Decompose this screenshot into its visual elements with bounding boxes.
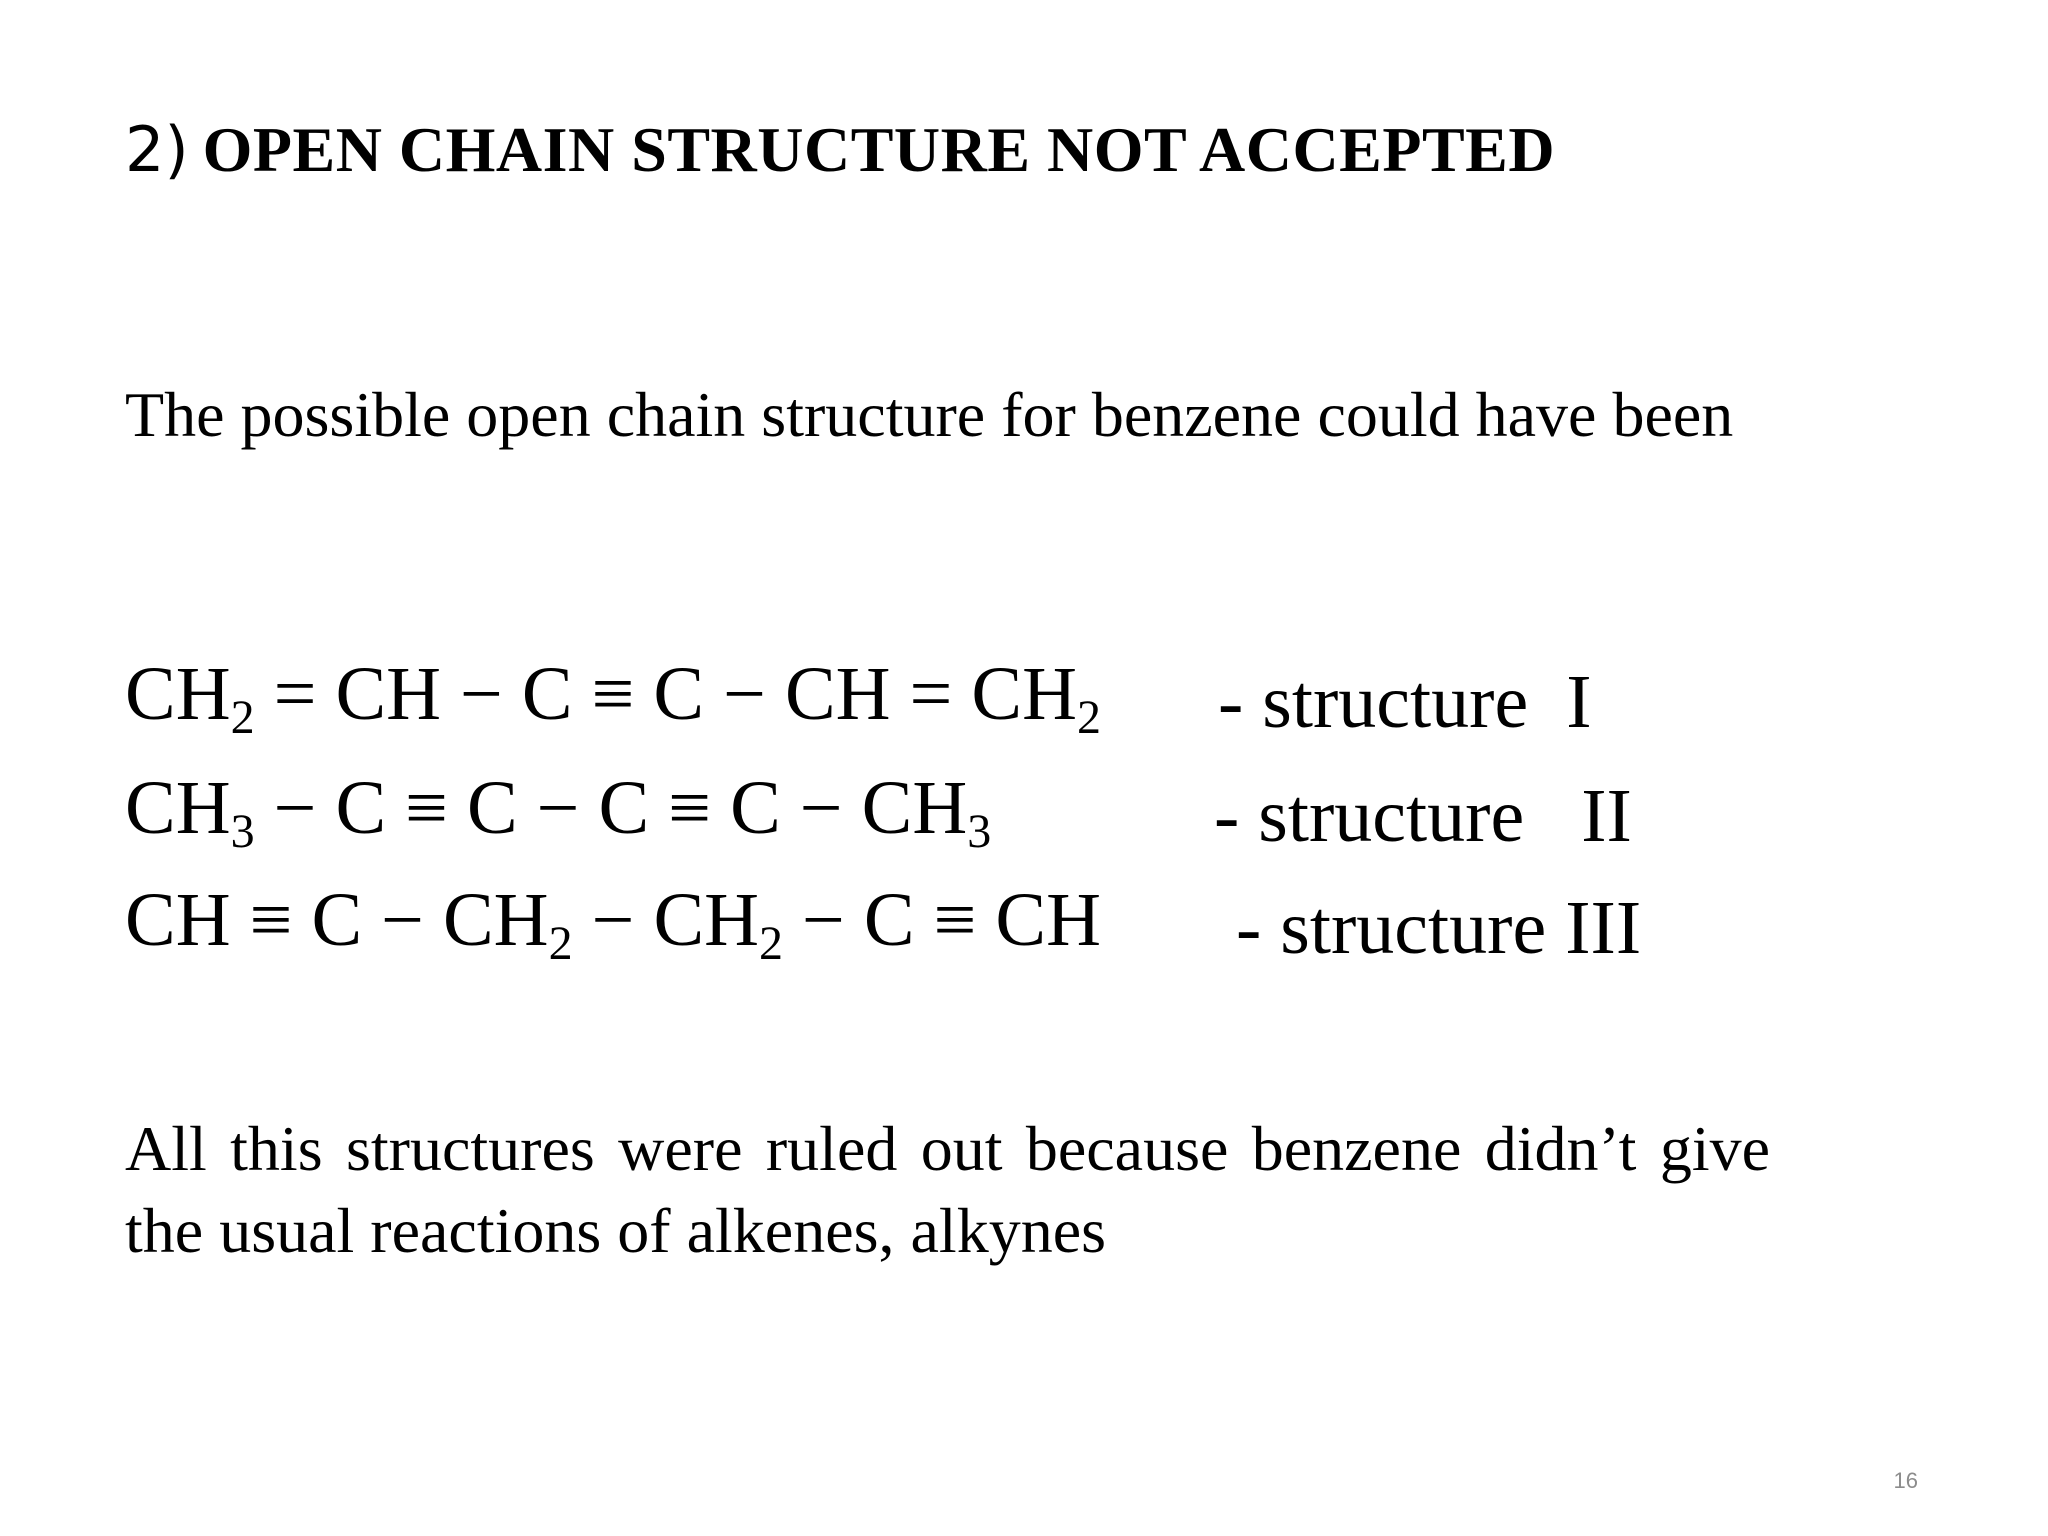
formula-3-subscript: 2 — [548, 917, 573, 970]
formula-2-part: − C ≡ C − C ≡ C − CH — [254, 766, 968, 850]
formula-2-subscript: 3 — [230, 805, 255, 858]
formula-2-part: CH — [125, 766, 231, 850]
formula-3-part: − CH — [572, 878, 760, 962]
formula-1-part: CH — [125, 652, 231, 736]
intro-paragraph: The possible open chain structure for benzene could have been — [125, 379, 1734, 450]
structure-1-label: - structure I — [1218, 660, 1592, 744]
formula-structure-2 — [125, 766, 992, 858]
formula-1-subscript: 2 — [230, 691, 255, 744]
title-text: OPEN CHAIN STRUCTURE NOT ACCEPTED — [202, 114, 1556, 185]
structure-3-label: - structure III — [1236, 886, 1642, 970]
formula-3-part: − C ≡ CH — [783, 878, 1102, 962]
formula-structure-1 — [125, 652, 1101, 744]
title-number: 2) — [125, 113, 189, 186]
formula-1-part: = CH − C ≡ C − CH = CH — [254, 652, 1077, 736]
structure-2-label: - structure II — [1214, 774, 1632, 858]
formula-structure-3 — [125, 878, 1102, 970]
formula-2-subscript: 3 — [967, 805, 992, 858]
conclusion-paragraph: All this structures were ruled out because benzene didn’t give the usual reactions of alkenes, alkynes — [125, 1113, 1770, 1266]
formula-3-subscript: 2 — [759, 917, 784, 970]
slide-title — [125, 113, 1556, 186]
formula-3-part: CH ≡ C − CH — [125, 878, 549, 962]
page-number: 16 — [1893, 1468, 1918, 1493]
formula-1-subscript: 2 — [1077, 691, 1101, 744]
